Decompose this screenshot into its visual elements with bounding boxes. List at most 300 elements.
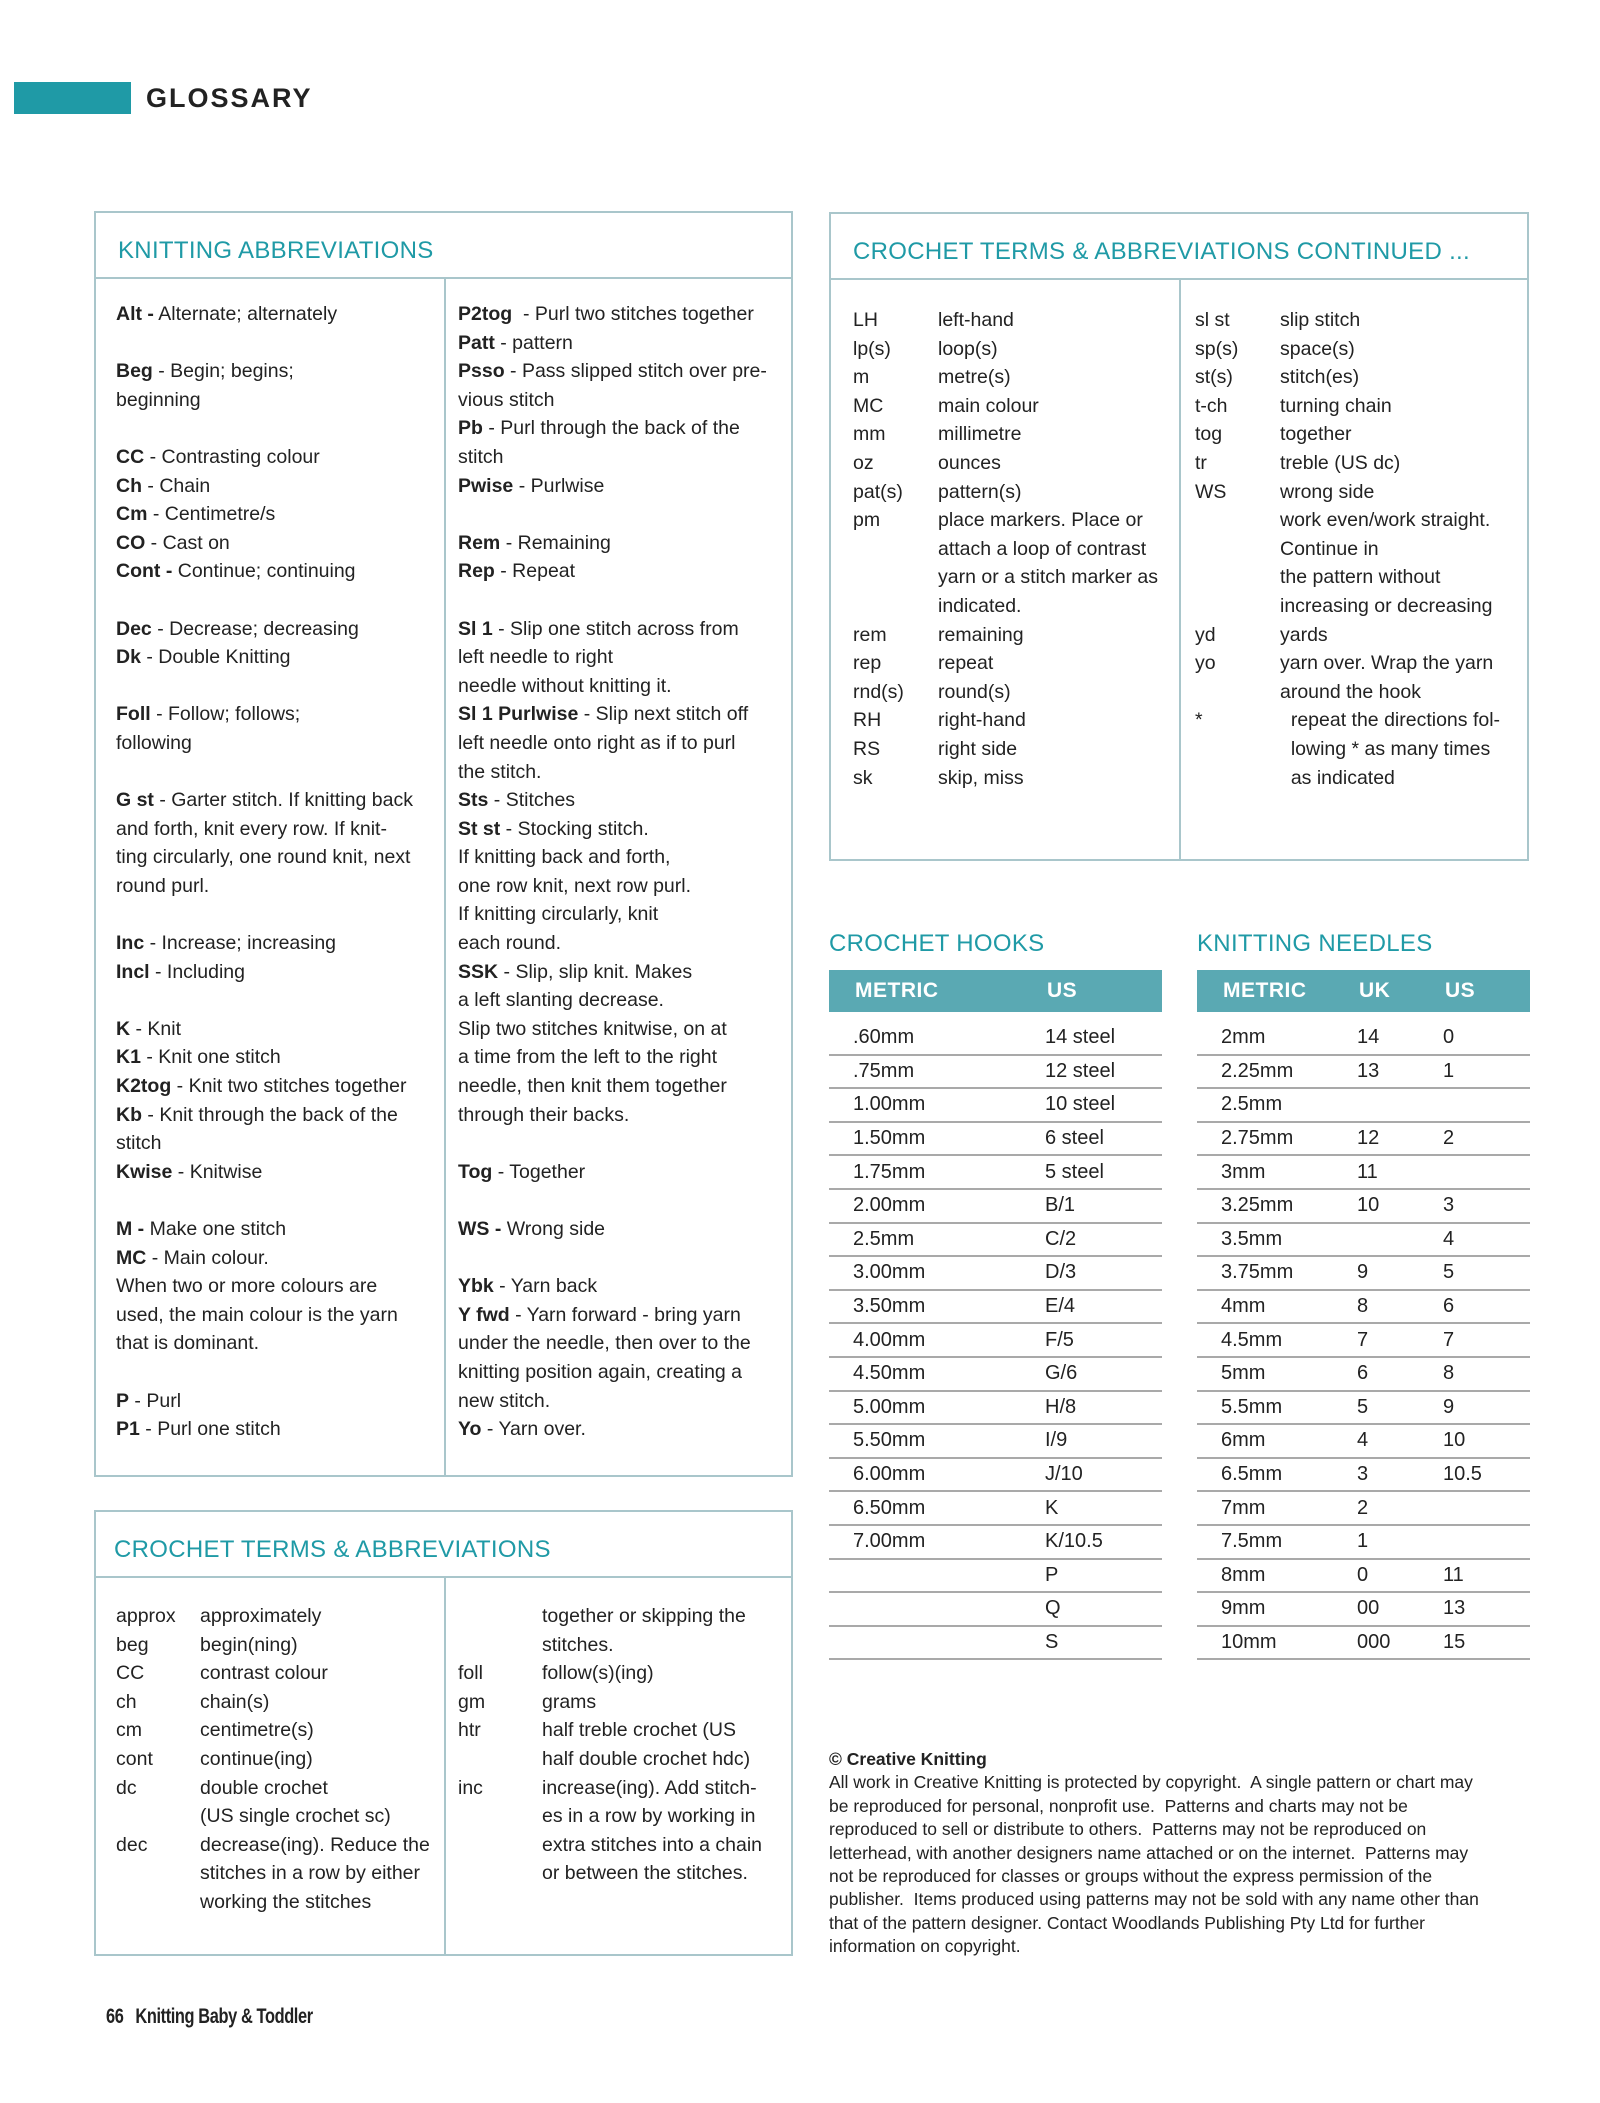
abbreviation-term: Ybk (458, 1275, 494, 1298)
term-definition: turning chain (1280, 394, 1392, 417)
abbreviation-definition: ting circularly, one round knit, next (116, 846, 411, 869)
publication-name: Knitting Baby & Toddler (135, 2005, 313, 2028)
abbreviation-entry (458, 357, 788, 386)
abbreviation-term: SSK (458, 960, 499, 983)
abbreviation-entry (458, 872, 788, 901)
table-row (829, 1291, 1162, 1325)
abbreviation-definition: Slip two stitches knitwise, on at (458, 1017, 727, 1040)
abbreviation-term: Kb (116, 1103, 142, 1126)
cell-metric: .60mm (853, 1026, 915, 1049)
table-row (829, 1560, 1162, 1594)
abbreviation-definition: - Yarn forward - bring yarn (509, 1303, 741, 1326)
cell-us: J/10 (1045, 1463, 1083, 1486)
term-definition: continue(ing) (200, 1747, 313, 1770)
term-definition: left-hand (938, 309, 1014, 331)
copyright-line: not be reproduced for classes or groups without the express permission of the (829, 1866, 1433, 1887)
term-definition: stitch(es) (1280, 366, 1360, 389)
table-row (829, 1425, 1162, 1459)
term-definition: extra stitches into a chain (542, 1833, 763, 1856)
spacer (116, 1186, 436, 1215)
term-abbreviation: dc (116, 1776, 137, 1799)
abbreviation-entry (116, 386, 436, 415)
term-row (853, 478, 1173, 507)
knitting-abbreviations-left-column (116, 300, 436, 1444)
term-row (116, 1774, 436, 1803)
term-abbreviation: LH (853, 309, 878, 331)
term-abbreviation: beg (116, 1633, 149, 1656)
cell-uk: 2 (1357, 1496, 1369, 1519)
cell-uk: 11 (1357, 1160, 1378, 1183)
term-abbreviation (116, 1859, 200, 1888)
table-row (829, 1627, 1162, 1661)
term-definition: as indicated (1280, 766, 1395, 789)
term-abbreviation (458, 1831, 542, 1860)
abbreviation-entry (116, 1244, 436, 1273)
table-row (1197, 1156, 1530, 1190)
crochet-hooks-table (829, 970, 1162, 1660)
term-abbreviation: rnd(s) (853, 680, 904, 703)
term-row (853, 563, 1173, 592)
abbreviation-entry (458, 1072, 788, 1101)
abbreviation-term: Sl 1 Purlwise (458, 703, 579, 726)
term-definition: stitches. (542, 1633, 614, 1656)
term-abbreviation: rep (853, 652, 882, 675)
abbreviation-definition: - Purl two stitches together (512, 303, 754, 325)
abbreviation-term: Kwise (116, 1160, 173, 1183)
term-definition: repeat (938, 652, 994, 675)
term-definition: the pattern without (1280, 566, 1441, 589)
abbreviation-entry (116, 643, 436, 672)
cell-us: 13 (1443, 1597, 1466, 1620)
term-row (1195, 449, 1525, 478)
cell-us: 6 steel (1045, 1127, 1104, 1150)
abbreviation-entry (116, 1072, 436, 1101)
abbreviation-entry (458, 557, 788, 586)
term-definition: together (1280, 423, 1352, 446)
term-definition: (US single crochet sc) (200, 1805, 391, 1828)
abbreviation-definition: through their backs. (458, 1103, 630, 1126)
abbreviation-entry (116, 872, 436, 901)
spacer (458, 500, 788, 529)
term-abbreviation (1195, 764, 1280, 793)
table-row (829, 1324, 1162, 1358)
abbreviation-entry (458, 414, 788, 443)
cell-metric: 5mm (1221, 1362, 1266, 1385)
table-row (829, 1022, 1162, 1056)
abbreviation-entry (116, 1043, 436, 1072)
term-abbreviation: approx (116, 1605, 176, 1627)
term-row (1195, 621, 1525, 650)
abbreviation-definition: Wrong side (501, 1218, 606, 1240)
abbreviation-entry (116, 1101, 436, 1130)
abbreviation-entry (458, 672, 788, 701)
spacer (116, 672, 436, 701)
abbreviation-entry (458, 1387, 788, 1416)
crochet-terms-continued-left-column (853, 306, 1173, 792)
cell-uk: 000 (1357, 1630, 1391, 1653)
cell-uk: 7 (1357, 1328, 1369, 1351)
term-definition: begin(ning) (200, 1633, 298, 1656)
abbreviation-entry (458, 1015, 788, 1044)
cell-us: 8 (1443, 1362, 1455, 1385)
cell-metric: 5.5mm (1221, 1395, 1283, 1418)
spacer (458, 1244, 788, 1273)
term-row (458, 1802, 788, 1831)
cell-metric: 2mm (1221, 1026, 1266, 1049)
cell-us: E/4 (1045, 1295, 1076, 1318)
cell-metric: 3.75mm (1221, 1261, 1294, 1284)
abbreviation-term: Sts (458, 789, 489, 812)
abbreviation-entry (458, 300, 788, 329)
cell-us: I/9 (1045, 1429, 1068, 1452)
abbreviation-term: Rep (458, 560, 495, 583)
term-definition: indicated. (938, 594, 1022, 617)
header-uk: UK (1359, 979, 1391, 1002)
abbreviation-entry (116, 1158, 436, 1187)
term-abbreviation: rem (853, 623, 887, 646)
abbreviation-definition: left needle to right (458, 646, 614, 669)
cell-us: K/10.5 (1045, 1530, 1103, 1553)
abbreviation-definition: each round. (458, 932, 561, 955)
table-row (1197, 1459, 1530, 1493)
cell-metric: 5.50mm (853, 1429, 926, 1452)
cell-us: Q (1045, 1597, 1061, 1620)
abbreviation-entry (458, 1043, 788, 1072)
abbreviation-definition: that is dominant. (116, 1332, 260, 1355)
term-abbreviation: * (1195, 709, 1203, 732)
term-definition: yarn over. Wrap the yarn (1280, 652, 1494, 675)
term-definition: stitches in a row by either (200, 1862, 421, 1885)
abbreviation-term: CC (116, 445, 145, 468)
copyright-line: reproduced to sell or distribute to others. Patterns may not be reproduced on (829, 1819, 1427, 1840)
abbreviation-term: Cont - (116, 560, 173, 583)
abbreviation-term: MC (116, 1246, 147, 1269)
abbreviation-entry (116, 958, 436, 987)
cell-us: H/8 (1045, 1395, 1077, 1418)
table-row (1197, 1593, 1530, 1627)
abbreviation-definition: - Including (149, 960, 245, 983)
term-row (116, 1631, 436, 1660)
table-row (829, 1089, 1162, 1123)
spacer (116, 900, 436, 929)
term-row (1195, 592, 1525, 621)
cell-us: 2 (1443, 1127, 1455, 1150)
cell-metric: 1.50mm (853, 1127, 926, 1150)
cell-us: 5 (1443, 1261, 1455, 1284)
cell-us: F/5 (1045, 1328, 1074, 1351)
spacer (458, 586, 788, 615)
cell-metric: 3.5mm (1221, 1227, 1283, 1250)
term-row (1195, 420, 1525, 449)
abbreviation-entry (458, 386, 788, 415)
term-abbreviation: cm (116, 1719, 142, 1742)
abbreviation-term: P1 (116, 1418, 140, 1441)
copyright-title: © Creative Knitting (829, 1749, 987, 1769)
cell-us: 10 (1443, 1429, 1466, 1452)
term-abbreviation (458, 1859, 542, 1888)
cell-uk: 00 (1357, 1597, 1380, 1620)
term-definition: es in a row by working in (542, 1805, 756, 1828)
copyright-notice (829, 1748, 1529, 1959)
header-us: US (1445, 979, 1476, 1002)
cell-metric: 3.00mm (853, 1261, 926, 1284)
abbreviation-term: Beg (116, 360, 153, 383)
spacer (458, 1186, 788, 1215)
knitting-abbreviations-box (94, 211, 793, 1477)
cell-us: D/3 (1045, 1261, 1077, 1284)
term-row (853, 335, 1173, 364)
abbreviation-entry (458, 329, 788, 358)
abbreviation-entry (458, 1329, 788, 1358)
abbreviation-entry (116, 929, 436, 958)
term-abbreviation: cont (116, 1747, 153, 1770)
cell-metric: 2.5mm (853, 1227, 915, 1250)
cell-us: 5 steel (1045, 1160, 1104, 1183)
term-row (1195, 649, 1525, 678)
term-row (116, 1888, 436, 1917)
term-abbreviation: pat(s) (853, 480, 903, 503)
term-abbreviation (458, 1602, 542, 1631)
term-abbreviation: CC (116, 1662, 145, 1685)
term-row (458, 1774, 788, 1803)
term-abbreviation: pm (853, 509, 881, 532)
term-definition: loop(s) (938, 337, 998, 360)
abbreviation-definition: - Double Knitting (140, 646, 291, 669)
abbreviation-entry (116, 615, 436, 644)
abbreviation-definition: - Chain (142, 474, 211, 497)
term-abbreviation (1195, 506, 1280, 535)
abbreviation-definition: one row knit, next row purl. (458, 874, 692, 897)
abbreviation-definition: - Together (492, 1160, 586, 1183)
abbreviation-definition: - Purl (129, 1389, 182, 1412)
term-definition: metre(s) (938, 366, 1011, 389)
abbreviation-definition: If knitting back and forth, (458, 846, 671, 869)
term-row (1195, 563, 1525, 592)
abbreviation-term: G st (116, 789, 154, 812)
abbreviation-definition: If knitting circularly, knit (458, 903, 659, 926)
term-abbreviation: htr (458, 1719, 481, 1742)
crochet-terms-left-column (116, 1602, 436, 1917)
term-row (1195, 306, 1525, 335)
abbreviation-definition: - Pass slipped stitch over pre- (504, 360, 767, 383)
abbreviation-definition: - Purl one stitch (139, 1418, 281, 1441)
abbreviation-entry (458, 843, 788, 872)
cell-us: 15 (1443, 1630, 1466, 1653)
abbreviation-entry (458, 729, 788, 758)
cell-metric: 2.00mm (853, 1194, 926, 1217)
cell-metric: .75mm (853, 1059, 915, 1082)
term-abbreviation: WS (1195, 480, 1227, 503)
abbreviation-entry (116, 300, 436, 329)
term-abbreviation (1195, 592, 1280, 621)
term-row (853, 706, 1173, 735)
cell-metric: 6mm (1221, 1429, 1266, 1452)
term-abbreviation: t-ch (1195, 394, 1228, 417)
cell-metric: 5.00mm (853, 1395, 926, 1418)
term-abbreviation: sp(s) (1195, 337, 1239, 360)
abbreviation-term: Psso (458, 360, 505, 383)
abbreviation-definition: - Knit (130, 1017, 182, 1040)
table-row (829, 1224, 1162, 1258)
abbreviation-term: Alt - (116, 303, 154, 325)
abbreviation-term: Dec (116, 617, 152, 640)
term-row (1195, 506, 1525, 535)
term-abbreviation (458, 1745, 542, 1774)
cell-us: 1 (1443, 1059, 1455, 1082)
abbreviation-definition: - Stitches (488, 789, 576, 812)
table-header (1197, 970, 1530, 1012)
table-row (829, 1257, 1162, 1291)
abbreviation-entry (458, 929, 788, 958)
cell-us: S (1045, 1630, 1059, 1653)
term-definition: contrast colour (200, 1662, 328, 1685)
term-abbreviation (853, 535, 938, 564)
term-definition: place markers. Place or (938, 509, 1143, 532)
cell-metric: 6.00mm (853, 1463, 926, 1486)
abbreviation-term: Dk (116, 646, 141, 669)
abbreviation-definition: - Contrasting colour (144, 445, 320, 468)
abbreviation-definition: - Yarn back (493, 1275, 598, 1298)
term-row (458, 1659, 788, 1688)
table-row (829, 1358, 1162, 1392)
term-row (458, 1831, 788, 1860)
table-body (1197, 1022, 1530, 1660)
abbreviation-definition: and forth, knit every row. If knit- (116, 817, 387, 840)
table-row (1197, 1190, 1530, 1224)
term-abbreviation: tog (1195, 423, 1223, 446)
abbreviation-entry (458, 529, 788, 558)
abbreviation-term: St st (458, 817, 501, 840)
term-row (853, 449, 1173, 478)
abbreviation-definition: - Purl through the back of the (482, 417, 740, 440)
term-definition: around the hook (1280, 680, 1421, 703)
page-title: GLOSSARY (146, 83, 313, 113)
abbreviation-entry (116, 1015, 436, 1044)
term-row (853, 420, 1173, 449)
term-definition: lowing * as many times (1280, 737, 1491, 760)
cell-uk: 0 (1357, 1563, 1369, 1586)
abbreviation-entry (458, 1415, 788, 1444)
abbreviation-entry (458, 615, 788, 644)
cell-metric: 3mm (1221, 1160, 1266, 1183)
abbreviation-entry (458, 1101, 788, 1130)
copyright-line: All work in Creative Knitting is protected by copyright. A single pattern or chart may (829, 1772, 1473, 1793)
abbreviation-definition: - Main colour. (146, 1246, 269, 1269)
abbreviation-definition: round purl. (116, 874, 210, 897)
abbreviation-term: Pwise (458, 474, 514, 497)
term-row (1195, 678, 1525, 707)
term-row (458, 1688, 788, 1717)
abbreviation-definition: Continue; continuing (172, 560, 356, 583)
abbreviation-term: Inc (116, 932, 145, 955)
term-definition: repeat the directions fol- (1280, 709, 1501, 732)
crochet-terms-continued-title: CROCHET TERMS & ABBREVIATIONS CONTINUED ... (853, 238, 1470, 265)
abbreviation-definition: new stitch. (458, 1389, 551, 1412)
term-row (116, 1745, 436, 1774)
abbreviation-term: Pb (458, 417, 483, 440)
copyright-line: publisher. Items produced using patterns may not be sold with any name other than (829, 1889, 1479, 1910)
cell-metric: 3.25mm (1221, 1194, 1294, 1217)
cell-metric: 4.00mm (853, 1328, 926, 1351)
term-definition: yarn or a stitch marker as (938, 566, 1158, 589)
cell-metric: 4.50mm (853, 1362, 926, 1385)
term-definition: work even/work straight. (1280, 509, 1491, 532)
abbreviation-entry (458, 1272, 788, 1301)
spacer (116, 758, 436, 787)
copyright-line: letterhead, with another designers name attached or on the internet. Patterns may (829, 1842, 1469, 1863)
cell-us: 6 (1443, 1295, 1455, 1318)
cell-us: 0 (1443, 1026, 1455, 1049)
term-definition: remaining (938, 623, 1024, 646)
term-definition: half treble crochet (US (542, 1719, 737, 1742)
abbreviation-definition: - Increase; increasing (144, 932, 337, 955)
abbreviation-term: Incl (116, 960, 150, 983)
cell-us: B/1 (1045, 1194, 1076, 1217)
knitting-abbreviations-title: KNITTING ABBREVIATIONS (118, 237, 434, 264)
term-row (1195, 363, 1525, 392)
header-accent-bar (14, 82, 131, 114)
abbreviation-entry (458, 643, 788, 672)
abbreviation-entry (116, 1272, 436, 1301)
column-divider (1179, 278, 1181, 859)
cell-uk: 8 (1357, 1295, 1369, 1318)
abbreviation-definition: - Yarn over. (481, 1418, 586, 1441)
term-abbreviation (458, 1802, 542, 1831)
term-abbreviation: yd (1195, 623, 1216, 646)
knitting-needles-table (1197, 970, 1530, 1660)
abbreviation-entry (116, 1387, 436, 1416)
term-row (853, 735, 1173, 764)
spacer (458, 1129, 788, 1158)
cell-us: 11 (1443, 1563, 1464, 1586)
term-definition: increasing or decreasing (1280, 594, 1493, 617)
abbreviation-entry (116, 1415, 436, 1444)
abbreviation-term: K (116, 1017, 131, 1040)
abbreviation-term: CO (116, 531, 146, 554)
table-row (1197, 1358, 1530, 1392)
term-definition: slip stitch (1280, 309, 1361, 331)
term-row (116, 1802, 436, 1831)
abbreviation-entry (458, 786, 788, 815)
term-abbreviation (853, 592, 938, 621)
abbreviation-definition: When two or more colours are (116, 1275, 378, 1298)
abbreviation-entry (116, 700, 436, 729)
term-row (1195, 335, 1525, 364)
term-definition: skip, miss (938, 766, 1024, 789)
abbreviation-definition: - Garter stitch. If knitting back (153, 789, 413, 812)
abbreviation-entry (116, 357, 436, 386)
abbreviation-term: Tog (458, 1160, 493, 1183)
table-row (1197, 1022, 1530, 1056)
table-row (829, 1459, 1162, 1493)
spacer (116, 586, 436, 615)
knitting-abbreviations-right-column (458, 300, 788, 1444)
term-abbreviation: RH (853, 709, 882, 732)
abbreviation-definition: - Knit one stitch (140, 1046, 281, 1069)
cell-us: 7 (1443, 1328, 1455, 1351)
term-definition: pattern(s) (938, 480, 1022, 503)
cell-metric: 2.75mm (1221, 1127, 1294, 1150)
term-row (853, 764, 1173, 793)
cell-us: P (1045, 1563, 1059, 1586)
abbreviation-entry (116, 1215, 436, 1244)
abbreviation-definition: needle, then knit them together (458, 1075, 727, 1098)
abbreviation-entry (458, 958, 788, 987)
abbreviation-definition: - Stocking stitch. (500, 817, 649, 840)
abbreviation-entry (116, 1129, 436, 1158)
abbreviation-definition: stitch (116, 1132, 162, 1155)
abbreviation-definition: stitch (458, 445, 504, 468)
